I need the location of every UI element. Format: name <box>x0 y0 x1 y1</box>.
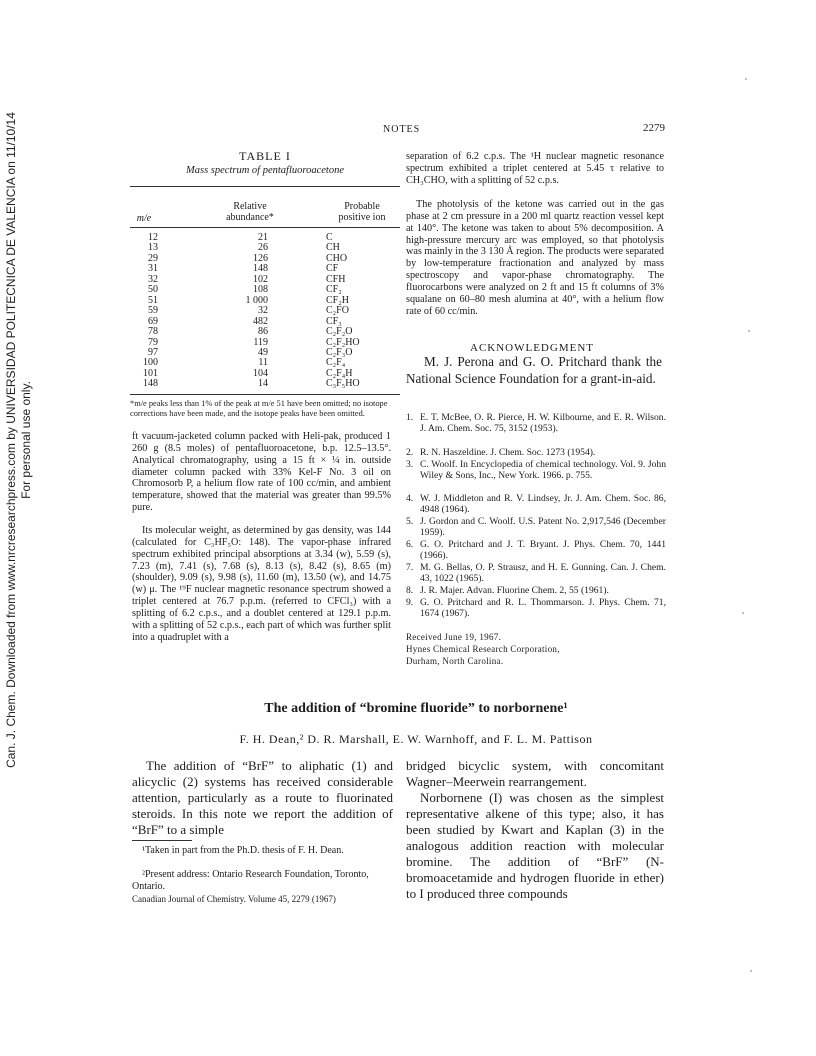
table-header-me: m/e <box>136 213 152 224</box>
table-row <box>128 275 408 285</box>
cell-me: 32 <box>148 273 158 285</box>
cell-ion: CHO <box>326 252 348 264</box>
cell-abundance: 102 <box>253 273 268 285</box>
cell-ion: C₂F₄H <box>326 367 353 379</box>
right-paragraph-1: separation of 6.2 c.p.s. The ¹H nuclear magnetic resonance spectrum exhibited a triplet centered at 5.45 τ relative to CH₃CHO, with a splitting of 52 c.p.s. <box>406 151 664 186</box>
received-date: Received June 19, 1967. <box>406 632 502 642</box>
right-paragraph-2: The photolysis of the ketone was carried out in the gas phase at 2 cm pressure in a 200 ml quartz reaction vessel kept at 140°. The ketone was taken to about 5% decomposition. A high-pressure mercury arc was employed, so that photolysis was mainly in the 3 130 Å region. The products were separated by low-temperature fractionation and analyzed by mass spectroscopy and vapor-phase chromatography. The fluorocarbons were analyzed on 2 ft and 15 ft columns of 3% squalane on 60–80 mesh alumina at 40°, with a helium flow rate of 60 cc/min. <box>406 199 664 317</box>
reference-text: G. O. Pritchard and J. T. Bryant. J. Phys. Chem. 70, 1441 (1966). <box>420 539 666 562</box>
cell-abundance: 108 <box>253 284 268 296</box>
cell-me: 79 <box>148 336 158 348</box>
table-row <box>128 358 408 368</box>
cell-ion: C₂FO <box>326 305 349 317</box>
table-row <box>128 338 408 348</box>
cell-abundance: 1 000 <box>245 294 268 306</box>
cell-me: 12 <box>148 232 158 243</box>
acknowledgment-heading: ACKNOWLEDGMENT <box>470 342 594 354</box>
cell-ion: C₂F₄ <box>326 357 346 369</box>
reference-number: 9. <box>406 597 414 608</box>
table-row <box>128 317 408 327</box>
table-row <box>128 306 408 316</box>
cell-me: 29 <box>148 252 158 264</box>
cell-abundance: 148 <box>253 263 268 275</box>
cell-abundance: 482 <box>253 315 268 327</box>
reference-number: 2. <box>406 447 414 458</box>
cell-me: 50 <box>148 284 158 296</box>
reference-text: E. T. McBee, O. R. Pierce, H. W. Kilbourne, and E. R. Wilson. J. Am. Chem. Soc. 75, 3152 (1953). <box>420 412 666 435</box>
table-top-rule <box>130 186 400 187</box>
cell-me: 97 <box>148 346 158 358</box>
cell-ion: CH <box>326 242 340 254</box>
cell-ion: CF₂ <box>326 284 342 296</box>
table-row <box>128 254 408 264</box>
table-row <box>128 233 408 243</box>
footnote-1: ¹Taken in part from the Ph.D. thesis of F. H. Dean. <box>142 845 344 856</box>
received-location: Durham, North Carolina. <box>406 655 504 666</box>
reference-number: 4. <box>406 493 414 504</box>
table-row <box>128 285 408 295</box>
cell-ion: C₂F₃O <box>326 346 353 358</box>
cell-abundance: 14 <box>258 378 268 390</box>
table-header-rule <box>130 227 400 228</box>
table-footnote: *m/e peaks less than 1% of the peak at m/e 51 have been omitted; no isotope corrections have been made, and the isotope peaks have been omitted. <box>130 399 388 418</box>
cell-ion: C <box>326 232 333 243</box>
table-row <box>128 379 408 389</box>
page-number: 2279 <box>643 122 665 134</box>
received-block <box>406 632 560 667</box>
table-row <box>128 369 408 379</box>
reference-number: 7. <box>406 562 414 573</box>
cell-abundance: 86 <box>258 326 268 338</box>
left-paragraph-2: Its molecular weight, as determined by gas density, was 144 (calculated for C₃HF₅O: 148). The vapor-phase infrared spectrum exhibited principal absorptions at 3.34 (w), 5.59 (s), 7.23 (m), 7.41 (s), 7.68 (s), 8.13 (s), 8.42 (s), 8.65 (m) (shoulder), 9.09 (s), 9.98 (s), 11.60 (m), 13.50 (w), and 14.75 (w) μ. The ¹⁹F nuclear magnetic resonance spectrum showed a triplet centered at 76.7 p.p.m. (referred to CFCl₃) with a splitting of 6.2 c.p.s., and a doublet centered at 129.1 p.p.m. with a splitting of 52 c.p.s., each part of which was further split into a quadruplet with a <box>132 525 391 643</box>
running-title: NOTES <box>383 124 421 135</box>
download-watermark <box>0 0 40 1056</box>
cell-abundance: 11 <box>258 357 268 369</box>
reference-number: 3. <box>406 459 414 470</box>
reference-number: 1. <box>406 412 414 423</box>
cell-me: 51 <box>148 294 158 306</box>
table-row <box>128 243 408 253</box>
table-header-abundance: Relative abundance* <box>226 201 274 223</box>
table-header-ion: Probable positive ion <box>338 201 386 223</box>
cell-me: 31 <box>148 263 158 275</box>
table-caption: Mass spectrum of pentafluoroacetone <box>186 165 344 176</box>
cell-abundance: 21 <box>258 232 268 243</box>
reference-text: R. N. Haszeldine. J. Chem. Soc. 1273 (1954). <box>420 447 596 458</box>
cell-abundance: 104 <box>253 367 268 379</box>
cell-me: 101 <box>143 367 158 379</box>
article-body-right <box>406 758 664 902</box>
reference-number: 6. <box>406 539 414 550</box>
footnote-rule <box>132 840 192 841</box>
cell-me: 69 <box>148 315 158 327</box>
cell-me: 13 <box>148 242 158 254</box>
reference-text: M. G. Bellas, O. P. Strausz, and H. E. Gunning. Can. J. Chem. 43, 1022 (1965). <box>420 562 666 585</box>
table-row <box>128 296 408 306</box>
left-paragraph-1: ft vacuum-jacketed column packed with Heli-pak, produced 1 260 g (8.5 moles) of pentafluoroacetone, b.p. 12.5–13.5°. Analytical chromatography, using a 15 ft × ¼ in. outside diameter column packed with 33% Kel-F No. 3 oil on Chromosorb P, a helium flow rate of 100 cc/min, and ambient temperature, showed that the material was greater than 99.5% pure. <box>132 431 391 514</box>
received-affiliation: Hynes Chemical Research Corporation, <box>406 643 560 654</box>
cell-ion: CF₃ <box>326 315 342 327</box>
table-row <box>128 348 408 358</box>
article-title: The addition of “bromine fluoride” to norbornene¹ <box>264 701 568 716</box>
cell-abundance: 126 <box>253 252 268 264</box>
cell-me: 148 <box>143 378 158 390</box>
reference-number: 5. <box>406 516 414 527</box>
table-title: TABLE I <box>239 149 291 163</box>
article-body-right-p2: Norbornene (I) was chosen as the simplest representative alkene of this type; also, it has been studied by Kwart and Kaplan (3) in the analogous addition reaction with molecular bromine. The addition of “BrF” (N-bromoacetamide and hydrogen fluoride in ether) to I produced three compounds <box>406 790 664 901</box>
cell-ion: CF <box>326 263 339 275</box>
reference-text: G. O. Pritchard and R. L. Thommarson. J. Phys. Chem. 71, 1674 (1967). <box>420 597 666 620</box>
cell-abundance: 32 <box>258 305 268 317</box>
cell-ion: C₂F₂O <box>326 326 353 338</box>
footnote-2: ²Present address: Ontario Research Foundation, Toronto, Ontario. <box>132 869 369 892</box>
cell-me: 78 <box>148 326 158 338</box>
table-bottom-rule <box>130 394 400 395</box>
article-authors: F. H. Dean,² D. R. Marshall, E. W. Warnhoff, and F. L. M. Pattison <box>239 732 593 746</box>
cell-abundance: 49 <box>258 346 268 358</box>
acknowledgment-body: M. J. Perona and G. O. Pritchard thank the National Science Foundation for a grant-in-aid. <box>406 354 662 386</box>
cell-me: 100 <box>143 357 158 369</box>
journal-citation: Canadian Journal of Chemistry. Volume 45, 2279 (1967) <box>132 894 336 904</box>
watermark-line-2: For personal use only. <box>19 381 33 499</box>
reference-text: J. R. Majer. Advan. Fluorine Chem. 2, 55 (1961). <box>420 585 609 596</box>
cell-ion: C₃F₅HO <box>326 378 360 390</box>
reference-text: J. Gordon and C. Woolf. U.S. Patent No. 2,917,546 (December 1959). <box>420 516 666 539</box>
cell-abundance: 119 <box>253 336 268 348</box>
article-body-left: The addition of “BrF” to aliphatic (1) and alicyclic (2) systems has received considerable attention, particularly as a route to fluorinated steroids. In this note we report the addition of “BrF” to a simple <box>132 758 393 837</box>
table-row <box>128 264 408 274</box>
cell-ion: CF₂H <box>326 294 349 306</box>
cell-ion: C₂F₂HO <box>326 336 360 348</box>
reference-text: C. Woolf. In Encyclopedia of chemical technology. Vol. 9. John Wiley & Sons, Inc., New York. 1966. p. 755. <box>420 459 666 482</box>
article-body-right-p1: bridged bicyclic system, with concomitant Wagner–Meerwein rearrangement. <box>406 758 664 789</box>
cell-ion: CFH <box>326 273 346 285</box>
table-row <box>128 327 408 337</box>
watermark-line-1: Can. J. Chem. Downloaded from www.nrcresearchpress.com by UNIVERSIDAD POLITECNICA DE VALENCIA on 11/10/14 <box>4 112 18 768</box>
reference-number: 8. <box>406 585 414 596</box>
cell-me: 59 <box>148 305 158 317</box>
reference-text: W. J. Middleton and R. V. Lindsey, Jr. J. Am. Chem. Soc. 86, 4948 (1964). <box>420 493 666 516</box>
cell-abundance: 26 <box>258 242 268 254</box>
